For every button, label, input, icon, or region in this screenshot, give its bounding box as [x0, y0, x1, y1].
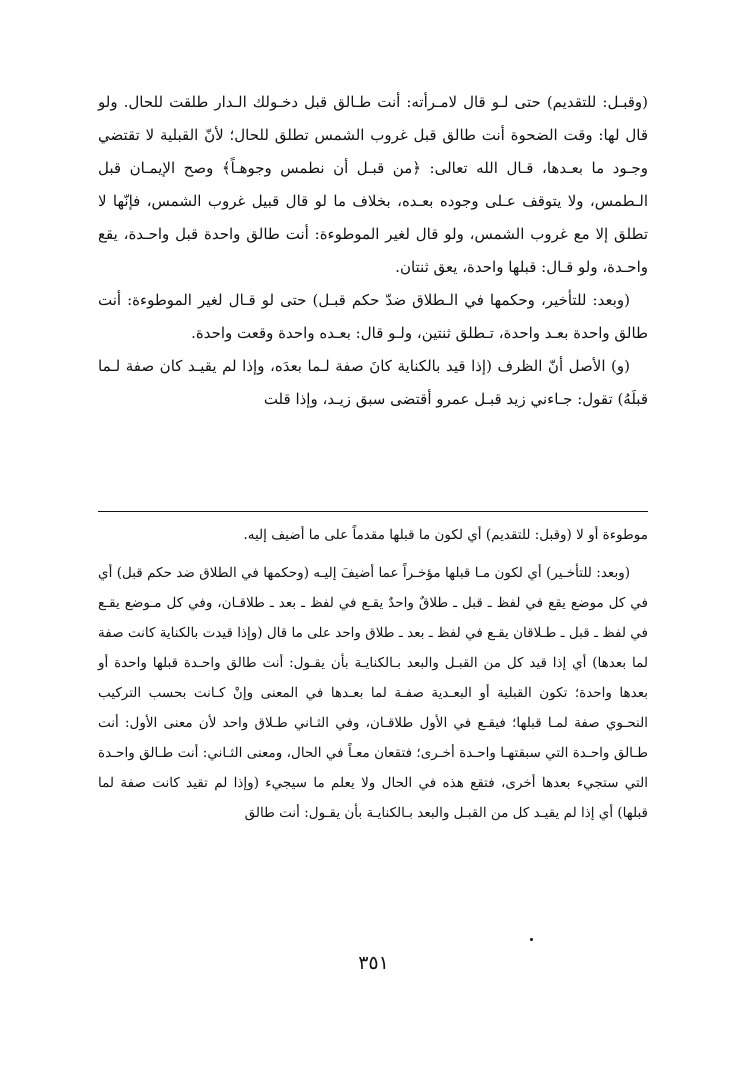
- main-text-block: [98, 86, 648, 416]
- page-number: ٣٥١: [358, 952, 389, 974]
- main-paragraph: (وبعد: للتأخير، وحكمها في الـطلاق ضدّ حكم قبـل) حتى لو قـال لغير الموطوءة: أنت طالق واحدة بعـد واحدة، تـطلق ثنتين، ولـو قال: بعـده واحدة وقعت واحدة.: [98, 291, 648, 342]
- main-paragraph: (وقبـل: للتقديم) حتى لـو قال لامـرأته: أنت طـالق قبل دخـولك الـدار طلقت للحال. ولو قال لها: وقت الضحوة أنت طالق قبل غروب الشمس تطلق للحال؛ لأنّ القبلية لا تقتضي وجـود ما بعـدها، قـال الله تعالى: ﴿من قبـل أن نطمس وجوهـاً﴾ وصح الإيمـان قبل الـطمس، ولا يتوقف عـلى وجوده بعـده، بخلاف ما لو قال قبيل غروب الشمس، فإنّها لا تطلق إلا مع غروب الشمس، ولو قال لغير الموطوءة: أنت طالق واحدة قبل واحـدة، يقع واحـدة، ولو قـال: قبلها واحدة، يعق ثنتان.: [98, 93, 648, 276]
- ink-dot: [530, 938, 533, 941]
- footnote-paragraph: موطوءة أو لا (وقبل: للتقديم) أي لكون ما قبلها مقدماً على ما أضيف إليه.: [243, 527, 648, 543]
- footnote-paragraph: (وبعد: للتأخـير) أي لكون مـا قبلها مؤخـراً عما أضيفَ إليـه (وحكمها في الطلاق ضد حكم قبل) أي في كل موضع يقع في لفظ ـ قبل ـ طلاقٌ واحدٌ يقـع في لفظ ـ بعد ـ طلاقـان، وفي كل مـوضع يقـع في لفظ ـ قبل ـ طـلاقان يقـع في لفظ ـ بعد ـ طلاق واحد على ما قال (وإذا قيدت بالكناية كانت صفة لما بعدها) أي إذا قيد كل من القبـل والبعد بـالكنايـة بأن يقـول: أنت طالق واحـدة قبلها واحدة أو بعدها واحدة؛ تكون القبلية أو البعـدية صفـة لما بعـدها في المعنى وإنْ كـانت بحسب التركيب النحـوي صفة لمـا قبلها؛ فيقـع في الأول طلاقـان، وفي الثـاني طـلاق واحد لأن معنى الأول: أنت طـالق واحـدة التي سبقتهـا واحـدة أخـرى؛ فتقعان معـاً في الحال، ومعنى الثـاني: أنت طـالق واحـدة التي ستجيء بعدها أخرى، فتقع هذه في الحال ولا يعلم ما سيجيء (وإذا لم تقيد كانت صفة لما قبلها) أي إذا لم يقيـد كل من القبـل والبعد بـالكنايـة بأن يقـول: أنت طالق: [98, 565, 648, 821]
- main-paragraph: (و) الأصل أنّ الظرف (إذا قيد بالكناية كانَ صفة لـما بعدَه، وإذا لم يقيـد كان صفة لـما قبلَهُ) تقول: جـاءني زيد قبـل عمرو أقتضى سبق زيـد، وإذا قلت: [98, 357, 648, 408]
- footnote-divider: [98, 511, 648, 512]
- footnote-block: [98, 520, 648, 828]
